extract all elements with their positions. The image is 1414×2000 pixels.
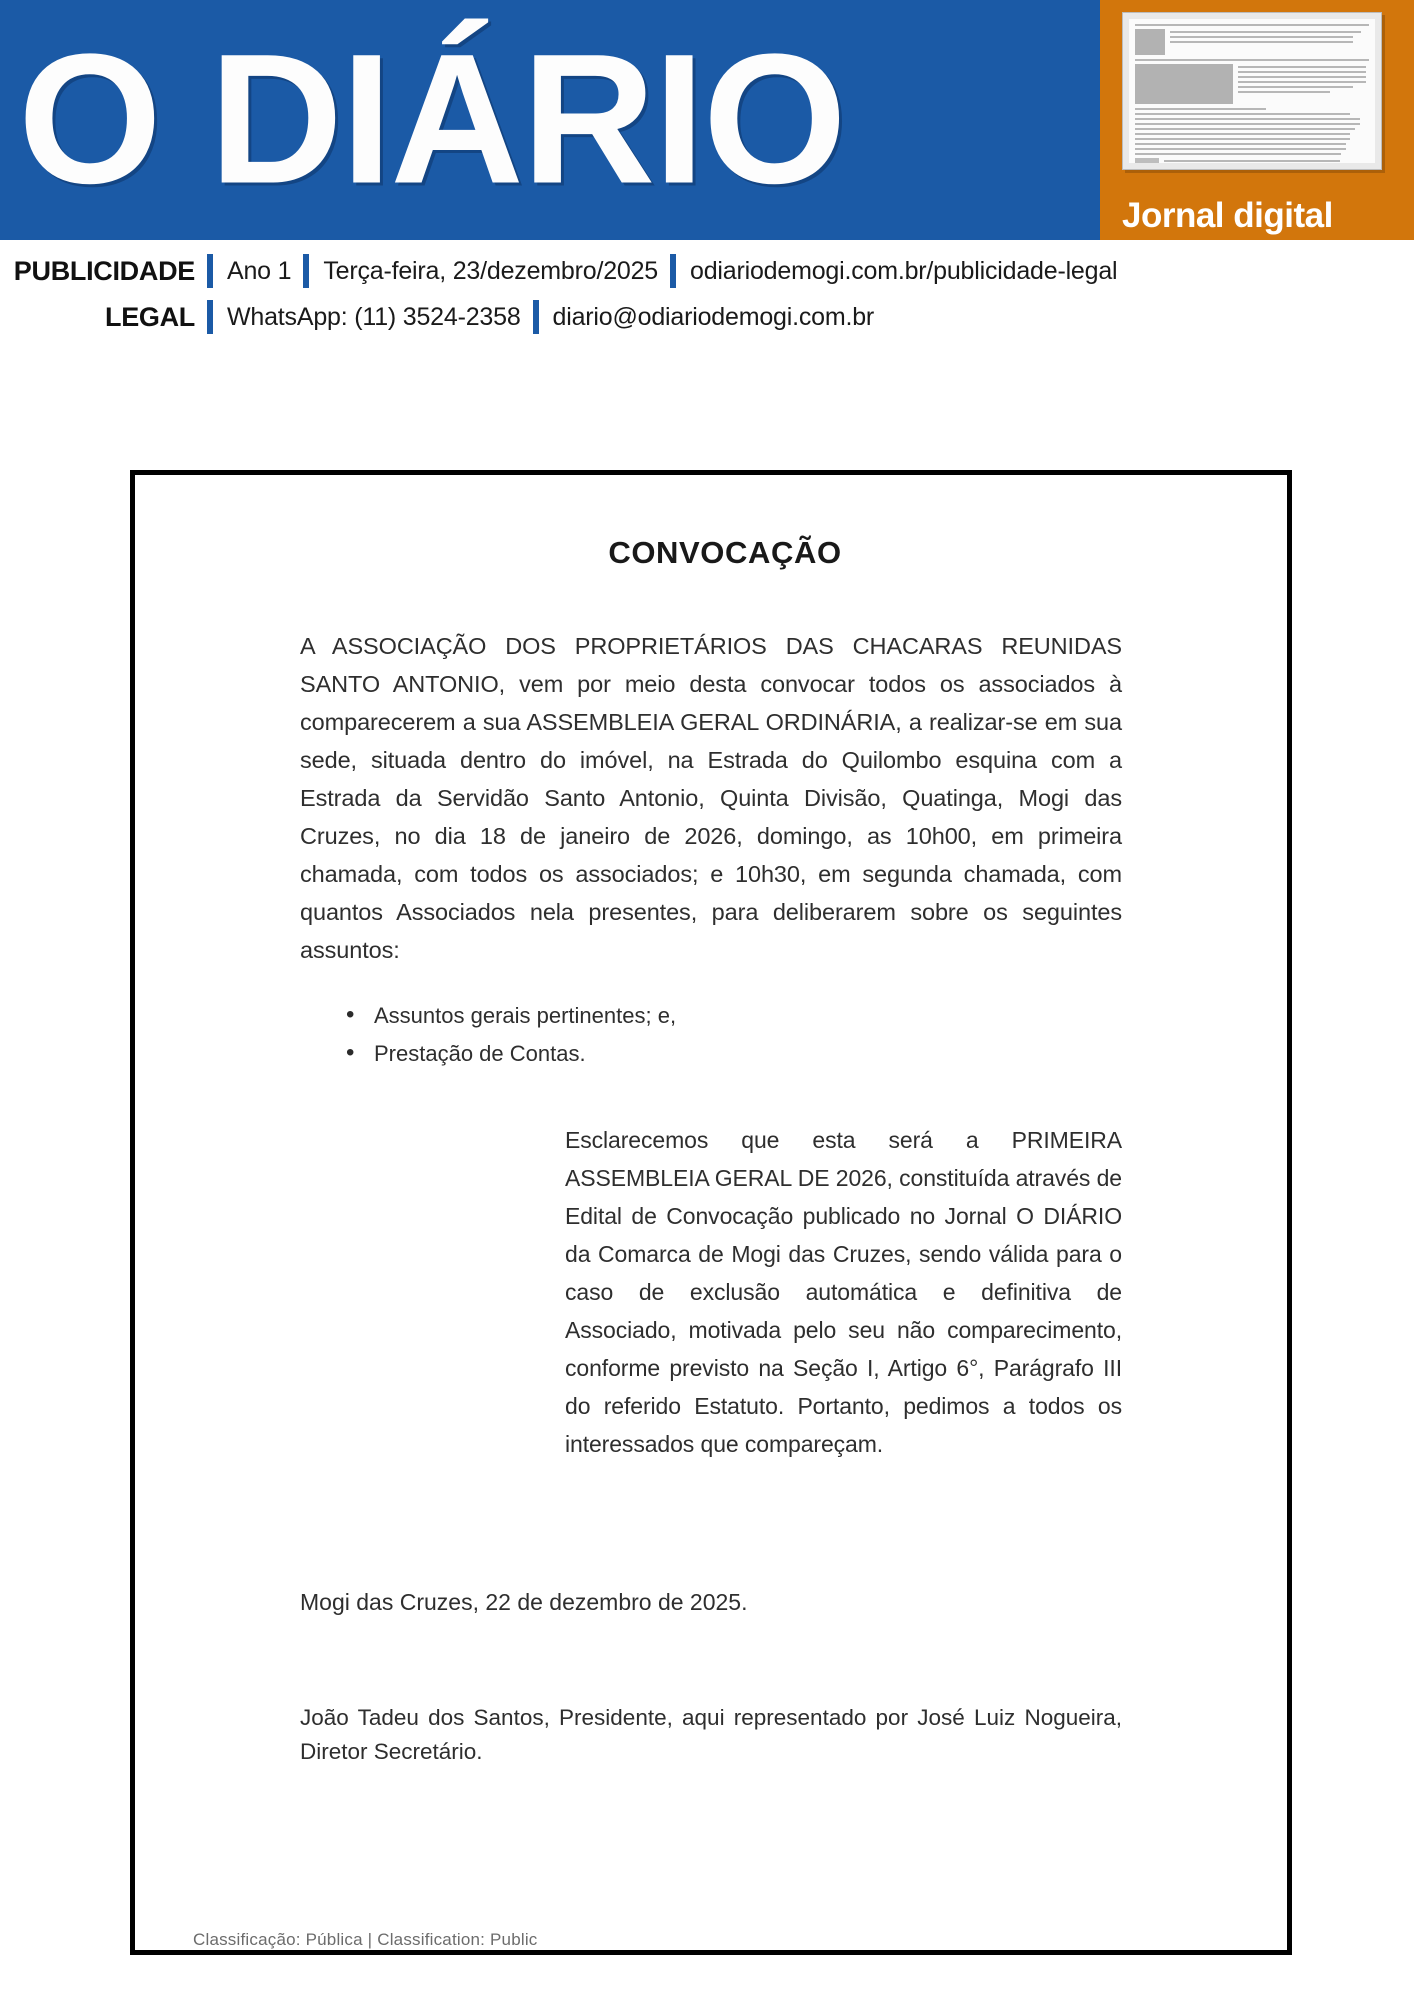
document-paragraph-1: A ASSOCIAÇÃO DOS PROPRIETÁRIOS DAS CHACARAS REUNIDAS SANTO ANTONIO, vem por meio desta convocar todos os associados à comparecerem a sua ASSEMBLEIA GERAL ORDINÁRIA, a realizar-se em sua sede, situada dentro do imóvel, na Estrada do Quilombo esquina com a Estrada da Servidão Santo Antonio, Quinta Divisão, Quatinga, Mogi das Cruzes, no dia 18 de janeiro de 2026, domingo, as 10h00, em primeira chamada, com todos os associados; e 10h30, em segunda chamada, com quantos Associados nela presentes, para deliberarem sobre os seguintes assuntos:: [300, 633, 1122, 963]
digital-edition-label: Jornal digital: [1122, 196, 1333, 235]
document-body: [300, 627, 1122, 1073]
infobar-row-top: [197, 248, 1414, 294]
document-paragraph-2: Esclarecemos que esta será a PRIMEIRA ASSEMBLEIA GERAL DE 2026, constituída através de Edital de Convocação publicado no Jornal O DIÁRIO da Comarca de Mogi das Cruzes, sendo válida para o caso de exclusão automática e definitiva de Associado, motivada pelo seu não comparecimento, conforme previsto na Seção I, Artigo 6°, Parágrafo III do referido Estatuto. Portanto, pedimos a todos os interessados que compareçam.: [565, 1127, 1122, 1457]
divider-bar: [207, 254, 213, 288]
whatsapp-contact[interactable]: WhatsApp: (11) 3524-2358: [227, 302, 521, 331]
logo-panel: [0, 0, 1100, 240]
divider-bar: [670, 254, 676, 288]
divider-bar: [533, 300, 539, 334]
section-title-line1: PUBLICIDADE: [13, 256, 195, 286]
agenda-list: [300, 997, 1122, 1073]
issue-date: Terça-feira, 23/dezembro/2025: [323, 256, 659, 285]
infobar-columns: [197, 248, 1414, 340]
email-contact[interactable]: diario@odiariodemogi.com.br: [552, 302, 875, 331]
section-title: [0, 248, 197, 340]
newspaper-page-icon: [1122, 12, 1382, 170]
website-link[interactable]: odiariodemogi.com.br/publicidade-legal: [690, 256, 1118, 285]
document-clarification-block: [565, 1121, 1122, 1463]
divider-bar: [207, 300, 213, 334]
document-classification: Classificação: Pública | Classification: Public: [193, 1930, 538, 1949]
thumbnail-wrap: [1122, 12, 1394, 172]
document-page: [135, 535, 1287, 1955]
document-title: CONVOCAÇÃO: [608, 535, 842, 570]
agenda-item: • Prestação de Contas.: [346, 1035, 1122, 1073]
infobar-row-bottom: [197, 294, 1414, 340]
masthead: [0, 0, 1414, 240]
year-label: Ano 1: [227, 256, 292, 285]
divider-bar: [303, 254, 309, 288]
digital-edition-panel: [1100, 0, 1414, 240]
publication-infobar: [0, 240, 1414, 350]
legal-notice-document: [130, 470, 1292, 1955]
publication-logo: O DIÁRIO: [18, 16, 845, 223]
document-place-date: Mogi das Cruzes, 22 de dezembro de 2025.: [300, 1589, 748, 1615]
section-title-line2: LEGAL: [105, 302, 195, 332]
document-signature: João Tadeu dos Santos, Presidente, aqui representado por José Luiz Nogueira, Diretor Secretário.: [300, 1705, 1122, 1764]
agenda-item: • Assuntos gerais pertinentes; e,: [346, 997, 1122, 1035]
